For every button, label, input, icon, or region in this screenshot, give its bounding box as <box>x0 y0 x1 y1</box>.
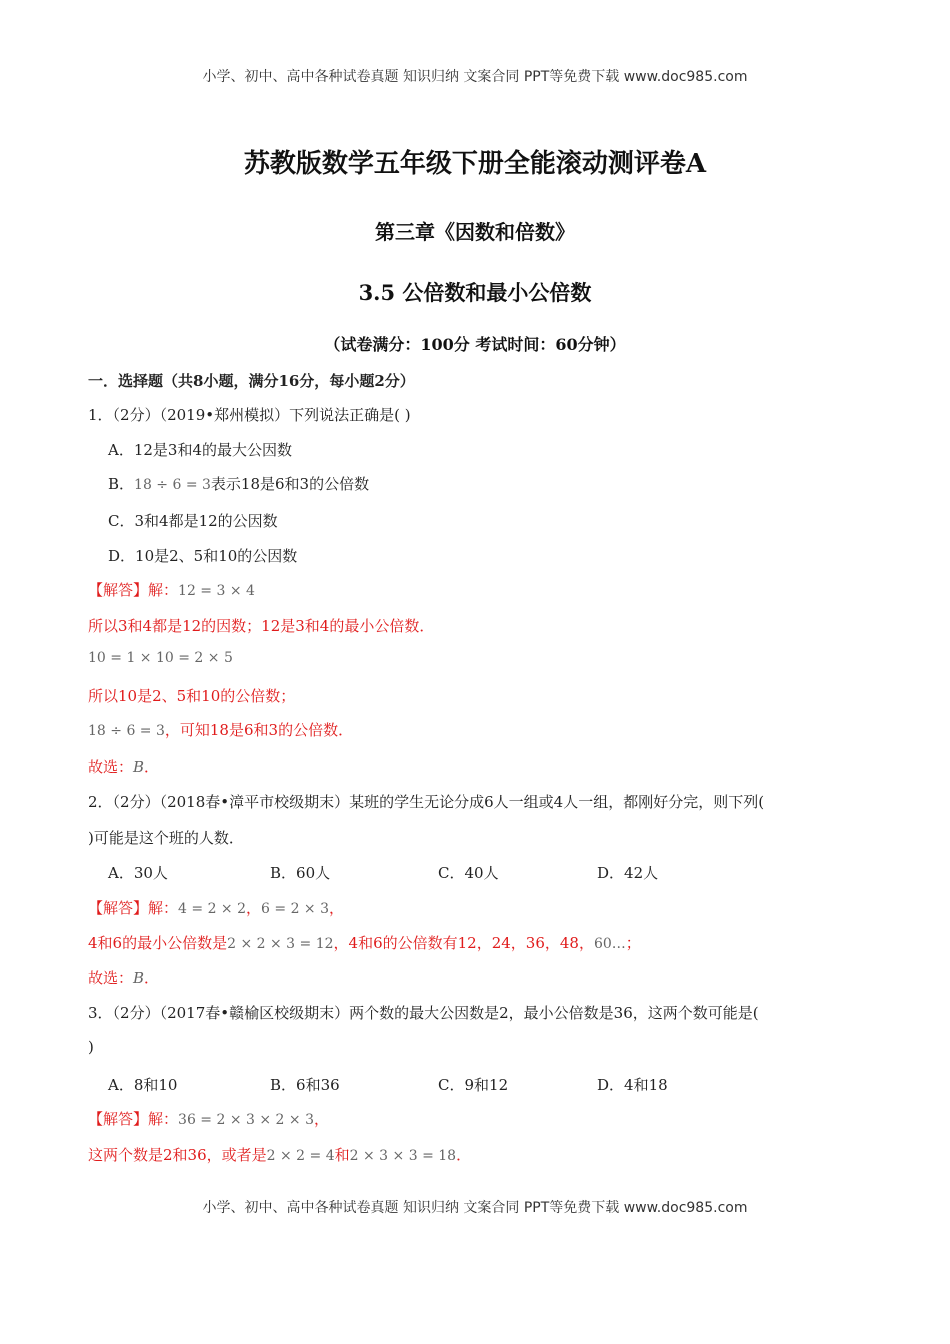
q1-answer-line1 <box>88 579 255 600</box>
q1-answer-line2: 所以3和4都是12的因数；12是3和4的最小公倍数． <box>88 617 435 635</box>
q1-answer-math2: 10 = 1 × 10 = 2 × 5 <box>88 650 233 666</box>
page-header: 小学、初中、高中各种试卷真题 知识归纳 文案合同 PPT等免费下载 www.doc985.com <box>202 69 748 85</box>
q3-option-d: D．4和18 <box>597 1076 668 1094</box>
q2-answer-l2-math2: 60… <box>593 936 626 952</box>
q2-answer-math2: 6 = 2 × 3 <box>261 901 330 917</box>
q3-stem-line1: 3．（2分）（2017春•赣榆区校级期末）两个数的最大公因数是2，最小公倍数是36，这两个数可能是( <box>88 1004 759 1022</box>
q2-choice-label: 故选： <box>88 969 134 987</box>
q3-answer-end: ， <box>314 1110 330 1128</box>
q1-option-d: D．10是2、5和10的公因数 <box>108 547 298 565</box>
q2-answer-math1: 4 = 2 × 2 <box>178 901 247 917</box>
q1-option-b-text: 表示18是6和3的公倍数 <box>210 475 370 493</box>
q2-answer-line2 <box>88 932 641 953</box>
q3-answer-l2-math2: 2 × 3 × 3 = 18 <box>349 1148 457 1164</box>
section-title: 3.5 公倍数和最小公倍数 <box>358 280 592 305</box>
q1-choice <box>88 756 159 777</box>
q1-answer-line4: 所以10是2、5和10的公倍数； <box>88 687 296 705</box>
q1-choice-letter: B <box>133 758 145 776</box>
q3-answer-math1: 36 = 2 × 3 × 2 × 3 <box>178 1112 314 1128</box>
q2-answer-l2b: ，4和6的公倍数有12，24，36，48， <box>333 934 594 952</box>
q1-choice-label: 故选： <box>88 758 134 776</box>
q1-option-b <box>108 473 369 494</box>
q2-choice-end: ． <box>144 969 160 987</box>
q2-answer-line1 <box>88 897 344 918</box>
q1-stem: 1．（2分）（2019•郑州模拟）下列说法正确是( ) <box>88 406 411 424</box>
q1-choice-end: ． <box>144 758 160 776</box>
q2-choice-letter: B <box>133 969 145 987</box>
q1-answer-tag: 【解答】 <box>88 581 149 599</box>
q3-option-a: A．8和10 <box>108 1076 178 1094</box>
q1-option-b-math: 18 ÷ 6 = 3 <box>134 477 211 493</box>
q3-option-b: B．6和36 <box>270 1076 340 1094</box>
page-footer: 小学、初中、高中各种试卷真题 知识归纳 文案合同 PPT等免费下载 www.doc985.com <box>202 1200 748 1216</box>
q2-option-a: A．30人 <box>108 864 168 882</box>
q3-answer-tag: 【解答】 <box>88 1110 149 1128</box>
q1-option-c: C．3和4都是12的公因数 <box>108 512 278 530</box>
q3-answer-line2 <box>88 1144 471 1165</box>
doc-title: 苏教版数学五年级下册全能滚动测评卷A <box>243 149 707 179</box>
q2-option-d: D．42人 <box>597 864 659 882</box>
q1-answer-jie: 解： <box>148 581 179 599</box>
q2-answer-l2a: 4和6的最小公倍数是 <box>88 934 228 952</box>
q3-answer-l2a: 这两个数是2和36，或者是 <box>88 1146 267 1164</box>
exam-info: （试卷满分：100分 考试时间：60分钟） <box>324 335 626 354</box>
q2-answer-sep: ， <box>246 899 262 917</box>
q2-option-b: B．60人 <box>270 864 331 882</box>
q3-answer-l2-math: 2 × 2 = 4 <box>266 1148 335 1164</box>
q2-stem-line2: )可能是这个班的人数． <box>88 829 244 847</box>
q1-option-a: A．12是3和4的最大公因数 <box>108 441 293 459</box>
q1-answer-line5 <box>88 719 353 740</box>
q2-answer-jie: 解： <box>148 899 179 917</box>
q3-answer-line1 <box>88 1108 329 1129</box>
chapter-title: 第三章《因数和倍数》 <box>375 220 575 244</box>
q2-answer-l2c: ； <box>625 934 641 952</box>
q3-answer-l2b: 和 <box>334 1146 350 1164</box>
q1-answer-line5-text: ，可知18是6和3的公倍数． <box>164 721 354 739</box>
q3-answer-l2c: ． <box>456 1146 472 1164</box>
q2-answer-tag: 【解答】 <box>88 899 149 917</box>
q3-stem-line2: ) <box>88 1038 94 1056</box>
q2-choice <box>88 967 159 988</box>
q1-option-b-prefix: B． <box>108 475 135 493</box>
q3-answer-jie: 解： <box>148 1110 179 1128</box>
q2-option-c: C．40人 <box>438 864 499 882</box>
part-heading: 一．选择题（共8小题，满分16分，每小题2分） <box>88 372 415 390</box>
q2-answer-l2-math: 2 × 2 × 3 = 12 <box>227 936 334 952</box>
q1-answer-math3: 18 ÷ 6 = 3 <box>88 723 165 739</box>
q2-stem-line1: 2．（2分）（2018春•漳平市校级期末）某班的学生无论分成6人一组或4人一组，都刚好分完，则下列( <box>88 793 765 811</box>
q2-answer-end: ， <box>329 899 345 917</box>
q3-option-c: C．9和12 <box>438 1076 509 1094</box>
q1-answer-math1: 12 = 3 × 4 <box>178 583 255 599</box>
